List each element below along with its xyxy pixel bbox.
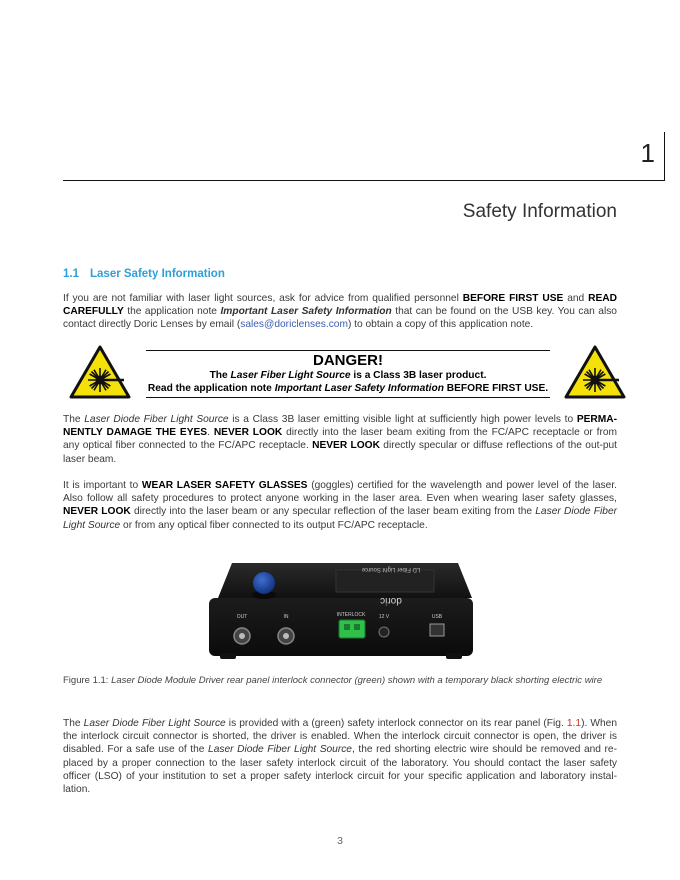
page-number: 3 — [337, 835, 343, 847]
usb-port — [430, 624, 444, 636]
port-in-label: IN — [283, 614, 289, 620]
figure-label: Figure 1.1: — [63, 675, 112, 686]
intro-paragraph: If you are not familiar with laser light sources, ask for advice from qualified personnel BEFORE FIRST USE and READ CAREFULLY the application note Important Laser Safety Information that can be found on the USB key. You can also contact directly Doric Lenses by email (sales@doriclenses.com) to obtain a copy of this application note. — [63, 293, 617, 331]
device-display — [336, 570, 434, 592]
device-rear-panel-photo — [206, 560, 476, 662]
port-out-label: OUT — [236, 614, 248, 620]
figure-caption-text: Laser Diode Module Driver rear panel interlock connector (green) shown with a temporary black shorting electric wire — [111, 675, 603, 686]
section-title: Laser Safety Information — [90, 268, 225, 280]
interlock-paragraph: The Laser Diode Fiber Light Source is provided with a (green) safety interlock connector on its rear panel (Fig. 1.1). When the interlock circuit connector is shorted, the driver is enabled. When the interlock circuit connector is open, the driver is disabled. For a safe use of the Laser Diode Fiber Light Source, the red shorting electric wire should be removed and re-placed by a proper connection to the laser safety interlock circuit of the laboratory. You should contact the laser safety officer (LSO) of your institution to set a proper safety interlock circuit for your specific application and laboratory instal-lation. — [63, 718, 617, 796]
danger-title: DANGER! — [313, 352, 383, 369]
danger-notice — [146, 350, 550, 398]
port-12v-label: 12 V — [378, 614, 390, 620]
figure-caption — [63, 674, 617, 687]
email-link[interactable]: sales@doriclenses.com — [240, 319, 348, 331]
danger-line-1: The Laser Fiber Light Source is a Class 3B laser product. — [209, 370, 487, 381]
laser-warning-icon-right — [563, 344, 627, 400]
chapter-title: Safety Information — [462, 201, 617, 222]
chapter-vertical-rule — [664, 132, 665, 180]
danger-line-2: Read the application note Important Laser Safety Information BEFORE FIRST USE. — [147, 383, 549, 394]
hazard-paragraph: The Laser Diode Fiber Light Source is a Class 3B laser emitting visible light at sufficiently high power levels to PERMA-NENTLY DAMAGE THE EYES. NEVER LOOK directly into the laser beam exiting from the FC/APC receptacle or from any optical fiber connected to the FC/APC receptacle. NEVER LOOK directly specular or diffuse reflections of the out-put laser beam. — [63, 414, 618, 465]
interlock-connector — [339, 620, 365, 638]
power-jack — [379, 627, 389, 637]
device-control-knob — [253, 572, 275, 594]
port-interlock-label: INTERLOCK — [336, 612, 366, 618]
section-number: 1.1 — [63, 268, 79, 280]
section-heading — [63, 268, 225, 280]
device-name-text: LD Fiber Light Source — [361, 566, 421, 572]
figure-reference-link[interactable]: 1.1 — [566, 718, 582, 729]
device-brand-text: doric — [380, 595, 402, 606]
port-usb-label: USB — [431, 614, 443, 620]
glasses-paragraph: It is important to WEAR LASER SAFETY GLASSES (goggles) certified for the wavelength and power level of the laser. Also follow all safety procedures to protect anyone working in the laser area. Even when wearing laser safety glasses, NEVER LOOK directly into the laser beam or any specular reflection of the laser beam exiting from the Laser Diode Fiber Light Source or from any optical fiber connected to its output FC/APC receptacle. — [63, 480, 617, 531]
chapter-horizontal-rule — [63, 180, 665, 181]
chapter-number: 1 — [640, 138, 655, 168]
laser-warning-icon-left — [68, 344, 132, 400]
